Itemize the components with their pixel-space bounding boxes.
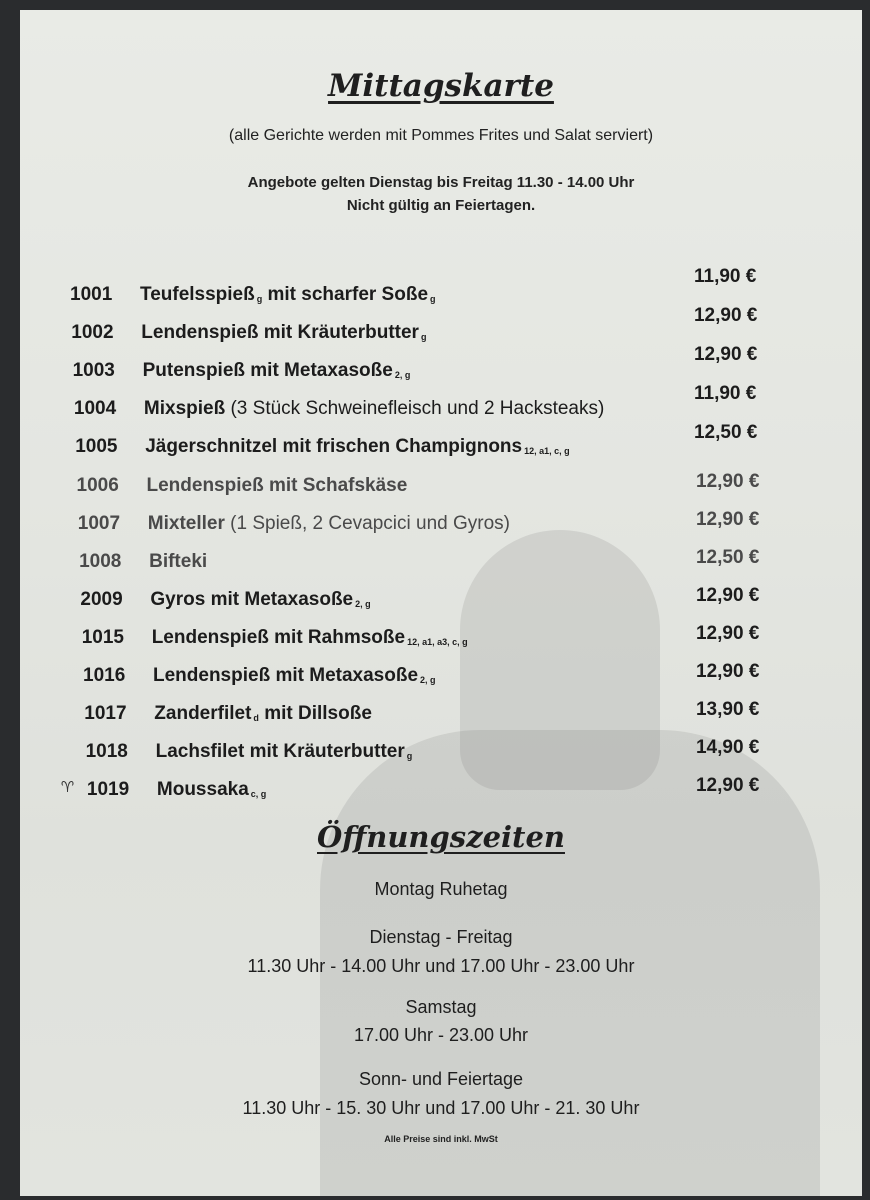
item-number: 1018 xyxy=(85,741,128,763)
item-price: 12,90 € xyxy=(696,470,760,492)
leaf-icon: ♈ xyxy=(60,778,75,797)
item-number: 1019 xyxy=(86,779,130,801)
item-price: 12,90 € xyxy=(695,508,760,530)
allergen-codes: 2, g xyxy=(420,675,436,685)
menu-item xyxy=(60,775,800,803)
hours-title: Öffnungszeiten xyxy=(317,820,565,854)
item-name: Lendenspieß mit Metaxasoße $_{2, g}$ xyxy=(153,665,436,686)
menu-item xyxy=(73,383,800,422)
item-description: (3 Stück Schweinefleisch und 2 Hacksteaks) xyxy=(225,398,605,420)
menu-sheet xyxy=(20,10,862,1196)
item-name: Teufelsspieß $_g$ mit scharfer Soße $_g$ xyxy=(140,284,436,305)
item-number: 1008 xyxy=(79,550,122,572)
allergen-codes: 2, g xyxy=(355,598,371,609)
menu-item xyxy=(77,508,800,537)
menu-item xyxy=(70,266,800,308)
item-number: 1001 xyxy=(70,284,113,305)
item-number: 1003 xyxy=(72,360,115,382)
item-number: 1007 xyxy=(77,512,121,534)
item-name: Jägerschnitzel mit frischen Champignons $_{12, a1, c, g}$ xyxy=(145,436,570,458)
validity-line-2: Nicht gültig an Feiertagen. xyxy=(346,197,536,214)
menu-item xyxy=(79,546,800,575)
menu-item xyxy=(72,344,800,384)
item-number: 1017 xyxy=(84,703,127,725)
menu-item xyxy=(84,699,800,727)
allergen-codes: 12, a1, a3, c, g xyxy=(407,636,468,647)
hours-sunday-label: Sonn- und Feiertage xyxy=(358,1069,524,1089)
footnote: Alle Preise sind inkl. MwSt xyxy=(384,1134,498,1144)
hours-sunday-times: 11.30 Uhr - 15. 30 Uhr und 17.00 Uhr - 21. 30 Uhr xyxy=(242,1098,640,1118)
item-price: 12,90 € xyxy=(693,344,758,366)
allergen-codes: g xyxy=(406,751,413,762)
item-price: 12,50 € xyxy=(695,546,760,568)
menu-item xyxy=(75,422,800,460)
hours-closed: Montag Ruhetag xyxy=(374,879,508,899)
item-price: 11,90 € xyxy=(693,383,757,405)
item-number: 2009 xyxy=(80,588,123,610)
item-price: 12,90 € xyxy=(693,305,758,327)
item-name: Lachsfilet mit Kräuterbutter $_g$ xyxy=(155,741,413,763)
menu-item xyxy=(80,584,800,613)
item-number: 1016 xyxy=(83,665,126,686)
item-name: Lendenspieß mit Rahmsoße $_{12, a1, a3, c, g}$ xyxy=(151,626,468,648)
item-number: 1004 xyxy=(73,398,117,420)
item-price: 14,90 € xyxy=(695,737,760,759)
menu-item xyxy=(76,470,801,499)
item-name: Bifteki xyxy=(149,550,208,572)
allergen-codes: 12, a1, c, g xyxy=(524,446,570,457)
item-name: Lendenspieß mit Schafskäse xyxy=(146,474,408,496)
menu-item xyxy=(83,661,800,689)
item-price: 11,90 € xyxy=(694,266,757,287)
hours-weekday-label: Dienstag - Freitag xyxy=(369,927,513,947)
item-description: (1 Spieß, 2 Cevapcici und Gyros) xyxy=(224,512,511,534)
item-price: 13,90 € xyxy=(695,699,760,721)
item-number: 1005 xyxy=(75,436,118,458)
item-name: Mixspieß (3 Stück Schweinefleisch und 2 Hacksteaks) xyxy=(143,398,605,420)
allergen-codes: 2, g xyxy=(394,370,411,381)
allergen-codes: g xyxy=(430,294,436,304)
allergen-codes: g xyxy=(256,294,263,304)
allergen-codes: d xyxy=(253,713,259,724)
item-name: Mixteller (1 Spieß, 2 Cevapcici und Gyros) xyxy=(147,512,511,534)
page-title: Mittagskarte xyxy=(328,68,554,104)
item-price: 12,90 € xyxy=(695,622,760,644)
item-number: 1002 xyxy=(71,322,114,344)
item-price: 12,90 € xyxy=(696,661,760,682)
hours-weekday-times: 11.30 Uhr - 14.00 Uhr und 17.00 Uhr - 23.00 Uhr xyxy=(247,956,635,976)
hours-saturday-times: 17.00 Uhr - 23.00 Uhr xyxy=(353,1025,529,1045)
item-name: Zanderfilet $_d$ mit Dillsoße xyxy=(154,703,372,725)
validity-line-1: Angebote gelten Dienstag bis Freitag 11.30 - 14.00 Uhr xyxy=(247,174,635,191)
item-name: Putenspieß mit Metaxasoße $_{2, g}$ xyxy=(142,360,411,382)
item-number: 1006 xyxy=(76,474,119,496)
allergen-codes: c, g xyxy=(250,789,267,800)
page-subtitle: (alle Gerichte werden mit Pommes Frites und Salat serviert) xyxy=(228,127,654,144)
menu-item xyxy=(71,305,800,346)
item-price: 12,90 € xyxy=(695,584,760,606)
item-name: Gyros mit Metaxasoße $_{2, g}$ xyxy=(150,588,371,610)
item-name: Moussaka $_{c, g}$ xyxy=(156,779,267,801)
item-number: 1015 xyxy=(81,626,124,648)
menu-item xyxy=(81,622,800,651)
item-price: 12,50 € xyxy=(693,422,758,444)
item-price: 12,90 € xyxy=(695,775,760,797)
hours-saturday-label: Samstag xyxy=(405,997,477,1017)
menu-item xyxy=(85,737,800,765)
item-name: Lendenspieß mit Kräuterbutter $_g$ xyxy=(141,322,427,344)
allergen-codes: g xyxy=(420,332,427,343)
